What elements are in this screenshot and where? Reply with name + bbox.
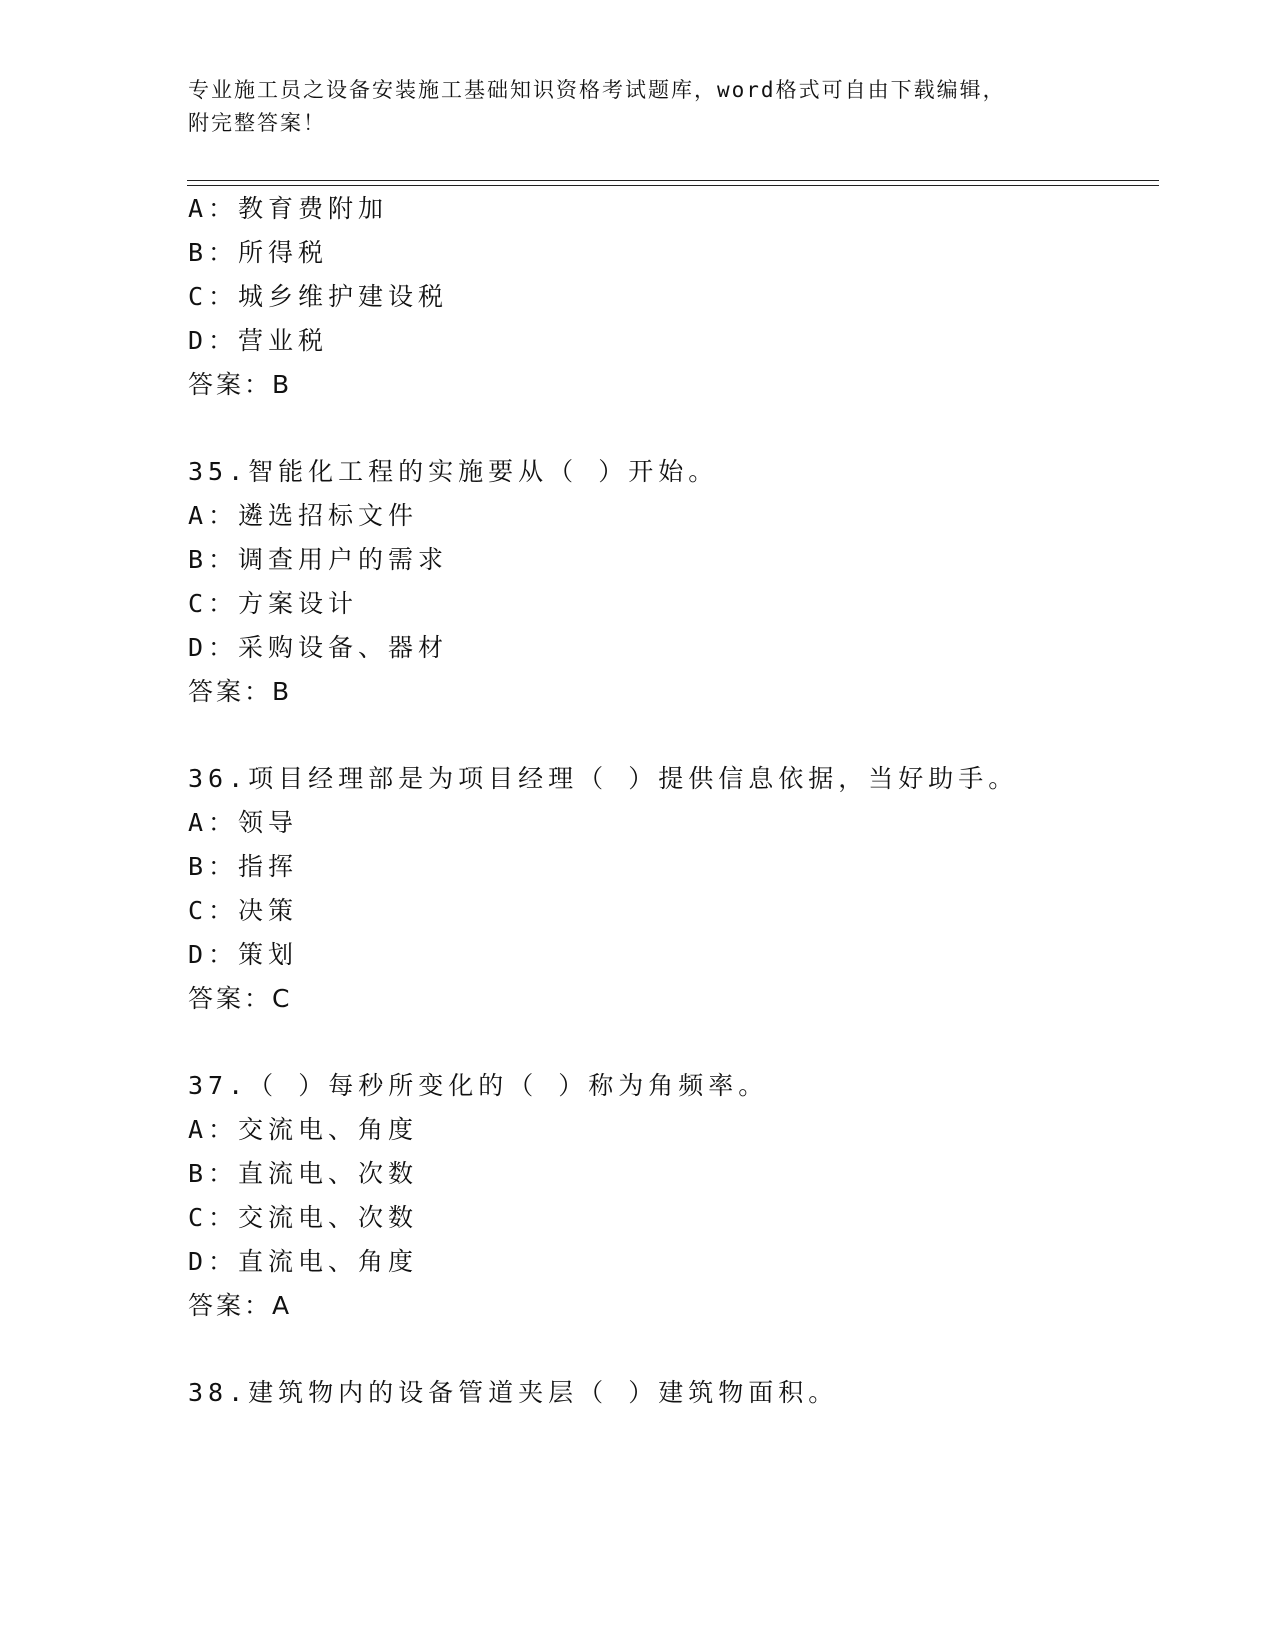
- q36-option-b: B：指挥: [188, 852, 299, 881]
- q35-answer: 答案：B: [188, 677, 293, 706]
- q35-question: 35.智能化工程的实施要从（ ）开始。: [188, 457, 719, 486]
- q34-option-c: C：城乡维护建设税: [188, 282, 449, 311]
- q35-option-b: B：调查用户的需求: [188, 545, 449, 574]
- q34-option-b: B：所得税: [188, 238, 329, 267]
- q37-answer: 答案：A: [188, 1291, 293, 1320]
- q34-option-a: A：教育费附加: [188, 194, 389, 223]
- q38-question: 38.建筑物内的设备管道夹层（ ）建筑物面积。: [188, 1378, 839, 1407]
- header-line-1: 专业施工员之设备安装施工基础知识资格考试题库，word格式可自由下载编辑，: [188, 78, 1006, 102]
- q35-option-d: D：采购设备、器材: [188, 633, 449, 662]
- header-divider-bottom: [187, 185, 1159, 186]
- q37-option-d: D：直流电、角度: [188, 1247, 419, 1276]
- q36-question: 36.项目经理部是为项目经理（ ）提供信息依据，当好助手。: [188, 764, 1019, 793]
- q34-option-d: D：营业税: [188, 326, 329, 355]
- q35-option-c: C：方案设计: [188, 589, 359, 618]
- q34-answer: 答案：B: [188, 370, 293, 399]
- q35-option-a: A：遴选招标文件: [188, 501, 419, 530]
- q36-option-c: C：决策: [188, 896, 299, 925]
- document-header: [188, 74, 1088, 140]
- q37-option-c: C：交流电、次数: [188, 1203, 419, 1232]
- q36-option-a: A：领导: [188, 808, 299, 837]
- header-divider-top: [187, 180, 1159, 181]
- q37-option-a: A：交流电、角度: [188, 1115, 419, 1144]
- q36-option-d: D：策划: [188, 940, 299, 969]
- q36-answer: 答案：C: [188, 984, 293, 1013]
- header-line-2: 附完整答案！: [188, 111, 326, 135]
- q37-question: 37.（ ）每秒所变化的（ ）称为角频率。: [188, 1071, 769, 1100]
- q37-option-b: B：直流电、次数: [188, 1159, 419, 1188]
